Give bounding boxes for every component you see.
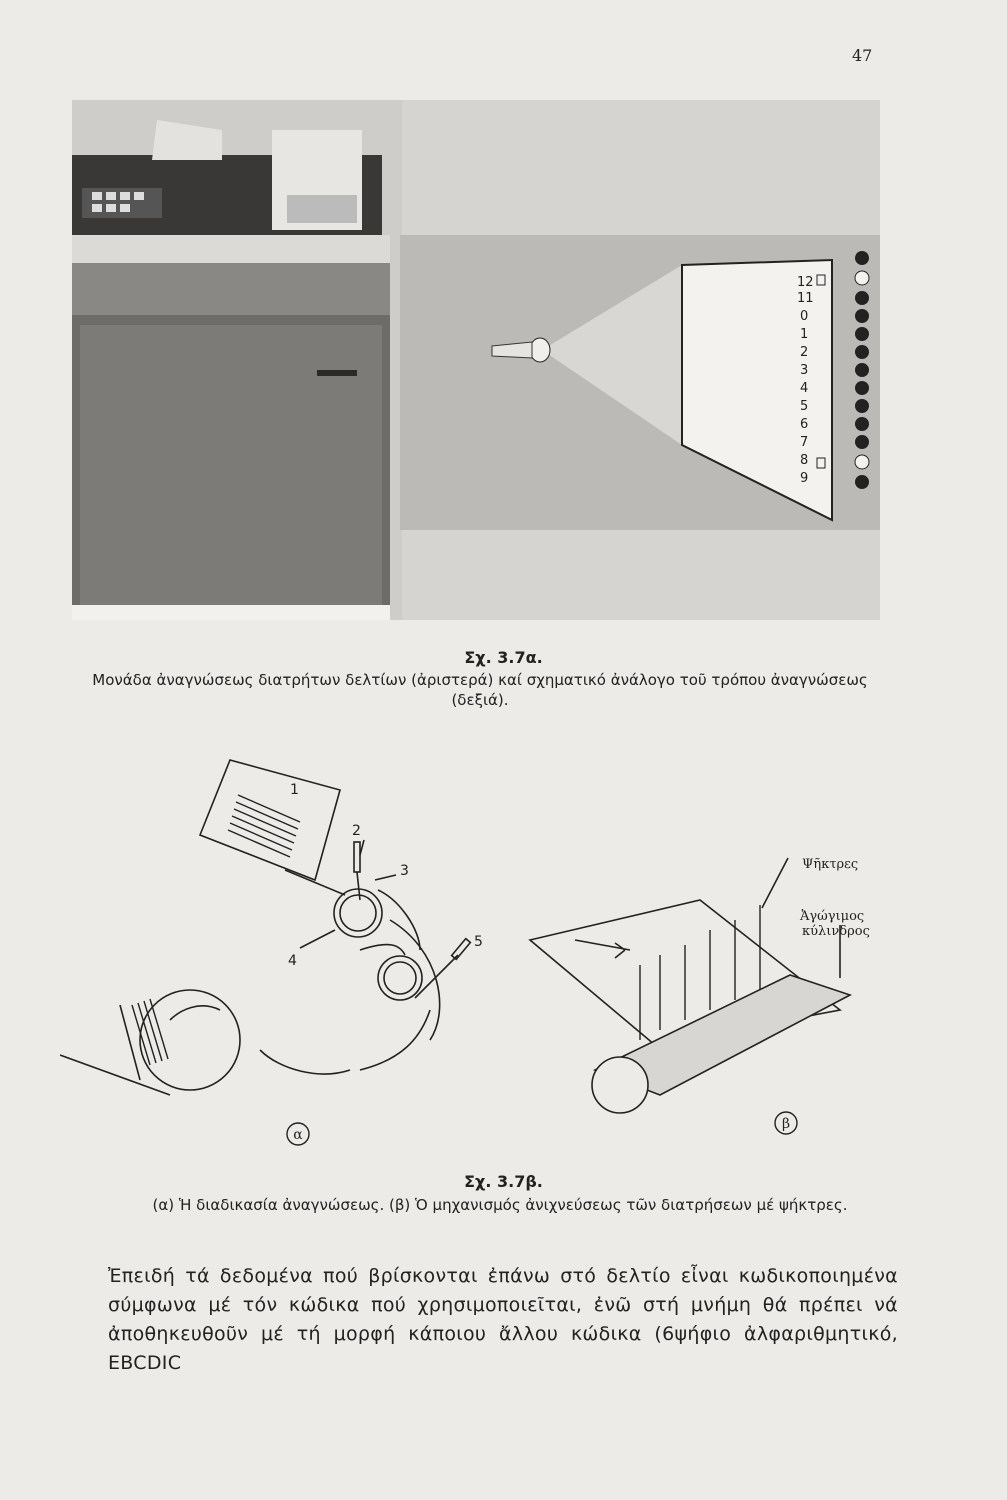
figure-a-caption: Μονάδα ἀναγνώσεως διατρήτων δελτίων (ἀριστερά) καί σχηματικό ἀνάλογο τοῦ τρόπου ἀναγνώσεως (δεξιά).: [92, 671, 868, 709]
card-row-label: 3: [800, 363, 809, 378]
panel-b-label: β: [781, 1116, 791, 1132]
figure-b-label: Σχ. 3.7β.: [464, 1172, 543, 1191]
card-row-label: 11: [797, 291, 814, 306]
roller-label-line2: κύλινδρος: [802, 924, 870, 939]
card-row-label: 8: [800, 453, 809, 468]
callout-number: 5: [474, 934, 483, 950]
brush-mechanism-diagram: [530, 858, 850, 1113]
callout-number: 2: [352, 823, 361, 839]
figure-b-diagram: [60, 750, 900, 1160]
figure-b-caption: (α) Ἡ διαδικασία ἀναγνώσεως. (β) Ὁ μηχανισμός ἀνιχνεύσεως τῶν διατρήσεων μέ ψήκτρες.: [152, 1196, 848, 1214]
callout-number: 4: [288, 953, 297, 969]
reading-process-diagram: [60, 760, 470, 1095]
card-reading-schematic: [400, 235, 880, 530]
panel-a-label: α: [293, 1127, 303, 1143]
card-row-label: 2: [800, 345, 809, 360]
callout-number: 3: [400, 863, 409, 879]
card-row-label: 0: [800, 309, 809, 324]
card-row-label: 9: [800, 471, 809, 486]
figure-photo: [72, 100, 880, 620]
roller-label-line1: Ἀγώγιμος: [800, 909, 865, 924]
figure-a-label: Σχ. 3.7α.: [464, 648, 543, 667]
card-row-label: 5: [800, 399, 809, 414]
body-paragraph: Ἐπειδή τά δεδομένα πού βρίσκονται ἐπάνω στό δελτίο εἶναι κωδικοποιημένα σύμφωνα μέ τόν κώδικα πού χρησιμοποιεῖται, ἐνῶ στή μνήμη θά πρέπει νά ἀποθηκευθοῦν μέ τή μορφή κάποιου ἄλλου κώδικα (6ψήφιο ἀλφαριθμητικό, EBCDIC: [108, 1265, 898, 1374]
card-row-label: 4: [800, 381, 809, 396]
panel-label-beta: [775, 1112, 797, 1134]
card-row-label: 12: [797, 275, 814, 290]
card-reader-machine-image: [72, 100, 402, 620]
page-number: 47: [852, 46, 873, 65]
panel-label-alpha: [287, 1123, 309, 1145]
card-row-label: 7: [800, 435, 809, 450]
card-row-label: 1: [800, 327, 809, 342]
brushes-label: Ψῆκτρες: [802, 857, 859, 872]
callout-number: 1: [290, 782, 299, 798]
card-row-label: 6: [800, 417, 809, 432]
